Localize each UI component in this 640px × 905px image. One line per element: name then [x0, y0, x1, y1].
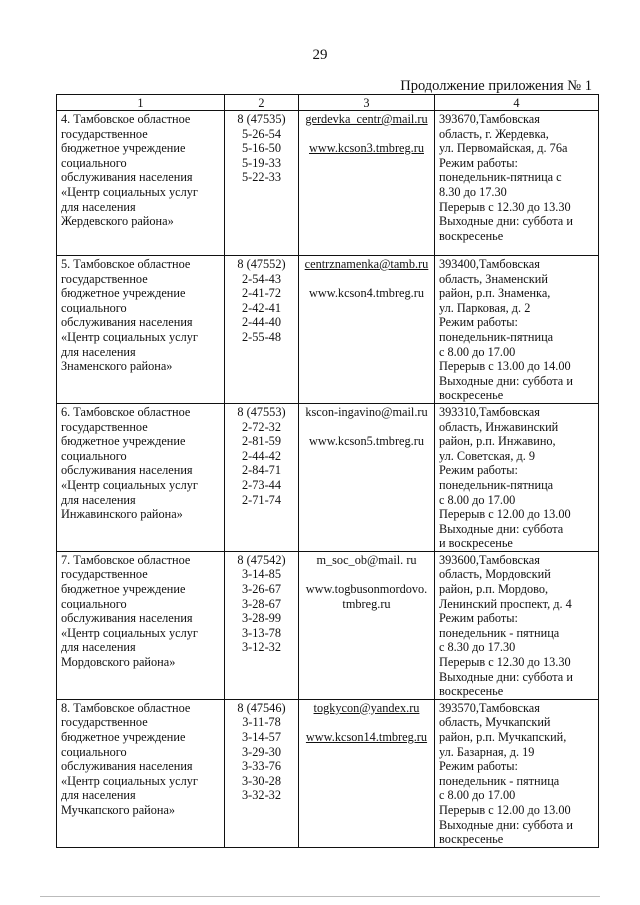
address-line: 393400,Тамбовская — [439, 257, 540, 271]
address-line: понедельник - пятница — [439, 773, 560, 788]
institution-name-line: обслуживания населения — [61, 463, 193, 478]
institution-name-line: для населения — [61, 199, 136, 214]
address-line: Перерыв с 12.30 до 13.30 — [439, 199, 571, 214]
website-link[interactable]: www.kcson3.tmbreg.ru — [309, 141, 424, 156]
phone-number: 3-33-76 — [242, 759, 281, 774]
phone-number: 2-41-72 — [242, 286, 281, 301]
institution-name-line: «Центр социальных услуг — [61, 184, 198, 199]
website-link[interactable]: www.kcson14.tmbreg.ru — [305, 730, 428, 744]
phone-number: 8 (47553) — [237, 404, 286, 419]
address-line: Режим работы: — [439, 463, 518, 478]
footer-rule — [40, 896, 600, 897]
address-schedule-cell — [435, 699, 599, 847]
address-schedule-cell — [435, 551, 599, 699]
address-line: 393570,Тамбовская — [439, 700, 540, 715]
website-link[interactable]: www.kcson5.tmbreg.ru — [309, 434, 424, 449]
contacts-cell — [299, 111, 435, 256]
institution-name-line: социального — [61, 155, 127, 170]
phone-number: 3-29-30 — [242, 744, 281, 759]
phone-number: 5-26-54 — [242, 126, 281, 141]
email-link[interactable]: m_soc_ob@mail. ru — [316, 552, 417, 567]
address-line: Режим работы: — [439, 759, 518, 774]
institution-name-line: для населения — [61, 788, 136, 803]
address-line: район, р.п. Мордово, — [439, 582, 549, 597]
phone-number: 5-16-50 — [242, 141, 281, 156]
contacts-cell — [299, 403, 435, 551]
table-row — [57, 403, 599, 551]
phones-cell — [225, 403, 299, 551]
address-line: Перерыв с 12.30 до 13.30 — [439, 655, 571, 670]
phone-number: 3-14-57 — [242, 730, 281, 744]
phone-number: 3-30-28 — [242, 773, 281, 788]
institution-name-cell — [57, 403, 225, 551]
phone-number: 3-32-32 — [242, 788, 281, 803]
institution-name-line: Жердевского района» — [61, 214, 174, 229]
phone-number: 2-54-43 — [242, 271, 281, 286]
spacer — [300, 127, 433, 142]
address-line: Выходные дни: суббота и — [439, 373, 573, 388]
institution-name-line: 5. Тамбовское областное — [61, 257, 191, 271]
institution-name-line: «Центр социальных услуг — [61, 477, 198, 492]
phone-number: 2-84-71 — [242, 463, 281, 478]
address-line: Выходные дни: суббота и — [439, 214, 573, 229]
phone-number: 2-71-74 — [242, 492, 281, 507]
address-line: 8.30 до 17.30 — [439, 184, 507, 199]
institution-name-line: Инжавинского района» — [61, 507, 183, 522]
column-header-1: 1 — [57, 95, 225, 111]
phones-cell — [225, 551, 299, 699]
address-line: Перерыв с 13.00 до 14.00 — [439, 359, 571, 374]
phone-number: 8 (47542) — [237, 552, 286, 567]
institution-name-line: социального — [61, 596, 127, 611]
address-line: область, г. Жердевка, — [439, 126, 549, 141]
table-row — [57, 699, 599, 847]
institution-name-cell — [57, 256, 225, 404]
address-line: с 8.30 до 17.30 — [439, 640, 516, 655]
address-schedule-cell — [435, 256, 599, 404]
address-line: с 8.00 до 17.00 — [439, 492, 516, 507]
institution-name-line: обслуживания населения — [61, 611, 193, 626]
address-line: воскресенье — [439, 228, 504, 243]
address-line: и воскресенье — [439, 536, 513, 551]
address-line: понедельник-пятница — [439, 477, 554, 492]
phone-number: 2-55-48 — [242, 329, 281, 344]
column-header-2: 2 — [225, 95, 299, 111]
contacts-cell — [299, 551, 435, 699]
phone-number: 3-13-78 — [242, 625, 281, 640]
address-line: воскресенье — [439, 684, 504, 699]
address-line: ул. Первомайская, д. 76а — [439, 141, 568, 156]
email-link[interactable]: gerdevka_centr@mail.ru — [305, 112, 428, 126]
address-line: район, р.п. Мучкапский, — [439, 730, 567, 744]
address-line: 393600,Тамбовская — [439, 552, 540, 567]
email-link[interactable]: kscon-ingavino@mail.ru — [305, 404, 428, 419]
address-line: понедельник - пятница — [439, 625, 560, 640]
address-line: Выходные дни: суббота и — [439, 817, 573, 832]
institutions-table — [56, 94, 599, 848]
phone-number: 3-26-67 — [242, 582, 281, 597]
phone-number: 8 (47552) — [237, 257, 286, 271]
address-line: ул. Советская, д. 9 — [439, 448, 536, 463]
institution-name-line: социального — [61, 300, 127, 315]
address-line: Режим работы: — [439, 155, 518, 170]
institution-name-line: бюджетное учреждение — [61, 141, 186, 156]
address-line: 393310,Тамбовская — [439, 404, 540, 419]
website-link[interactable]: www.kcson4.tmbreg.ru — [309, 286, 424, 301]
phone-number: 3-28-67 — [242, 596, 281, 611]
institution-name-line: обслуживания населения — [61, 759, 193, 774]
address-line: понедельник-пятница с — [439, 170, 562, 185]
address-line: Ленинский проспект, д. 4 — [439, 596, 572, 611]
address-line: Перерыв с 12.00 до 13.00 — [439, 802, 571, 817]
institution-name-line: «Центр социальных услуг — [61, 329, 198, 344]
website-link[interactable]: tmbreg.ru — [342, 596, 391, 611]
institution-name-cell — [57, 699, 225, 847]
column-header-3: 3 — [299, 95, 435, 111]
phone-number: 2-72-32 — [242, 419, 281, 434]
phone-number: 3-14-85 — [242, 567, 281, 582]
institution-name-line: обслуживания населения — [61, 170, 193, 185]
email-link[interactable]: centrznamenka@tamb.ru — [304, 257, 429, 271]
institution-name-line: социального — [61, 448, 127, 463]
institution-name-line: государственное — [61, 126, 148, 141]
phone-number: 3-12-32 — [242, 640, 281, 655]
institution-name-line: Знаменского района» — [61, 359, 173, 374]
institution-name-line: социального — [61, 744, 127, 759]
institution-name-line: бюджетное учреждение — [61, 730, 186, 744]
institution-name-line: Мордовского района» — [61, 655, 176, 670]
institution-name-line: 4. Тамбовское областное — [61, 112, 191, 126]
address-line: Выходные дни: суббота — [439, 521, 564, 536]
address-line: область, Знаменский — [439, 271, 548, 286]
address-line: ул. Базарная, д. 19 — [439, 744, 535, 759]
address-line: понедельник-пятница — [439, 329, 554, 344]
phone-number: 5-19-33 — [242, 155, 281, 170]
address-schedule-cell — [435, 403, 599, 551]
institution-name-line: бюджетное учреждение — [61, 286, 186, 301]
spacer — [300, 272, 433, 287]
column-header-4: 4 — [435, 95, 599, 111]
phone-number: 3-28-99 — [242, 611, 281, 626]
phone-number: 2-81-59 — [242, 434, 281, 449]
phone-number: 8 (47535) — [237, 112, 286, 126]
phone-number: 5-22-33 — [242, 170, 281, 185]
table-row — [57, 111, 599, 256]
table-header-row — [57, 95, 599, 111]
spacer — [300, 420, 433, 435]
table-row — [57, 256, 599, 404]
institution-name-line: для населения — [61, 640, 136, 655]
address-line: воскресенье — [439, 832, 504, 847]
table-row — [57, 551, 599, 699]
address-schedule-cell — [435, 111, 599, 256]
phone-number: 3-11-78 — [242, 715, 281, 730]
institution-name-line: для населения — [61, 492, 136, 507]
institution-name-line: 7. Тамбовское областное — [61, 552, 191, 567]
address-line: Перерыв с 12.00 до 13.00 — [439, 507, 571, 522]
contacts-cell — [299, 699, 435, 847]
institution-name-line: государственное — [61, 567, 148, 582]
phone-number: 8 (47546) — [237, 700, 286, 715]
phone-number: 2-44-42 — [242, 448, 281, 463]
appendix-caption: Продолжение приложения № 1 — [400, 78, 592, 94]
spacer — [300, 567, 433, 582]
phones-cell — [225, 699, 299, 847]
address-line: Выходные дни: суббота и — [439, 669, 573, 684]
phone-number: 2-42-41 — [242, 300, 281, 315]
address-line: Режим работы: — [439, 611, 518, 626]
institution-name-line: обслуживания населения — [61, 315, 193, 330]
institution-name-line: государственное — [61, 715, 148, 730]
website-link[interactable]: www.togbusonmordovo. — [305, 582, 428, 597]
phone-number: 2-44-40 — [242, 315, 281, 330]
address-line: область, Мучкапский — [439, 715, 551, 730]
institution-name-line: бюджетное учреждение — [61, 434, 186, 449]
address-line: с 8.00 до 17.00 — [439, 788, 516, 803]
address-line: ул. Парковая, д. 2 — [439, 300, 531, 315]
institution-name-line: государственное — [61, 419, 148, 434]
address-line: район, р.п. Знаменка, — [439, 286, 551, 301]
institution-name-line: для населения — [61, 344, 136, 359]
address-line: Режим работы: — [439, 315, 518, 330]
phones-cell — [225, 111, 299, 256]
institution-name-line: «Центр социальных услуг — [61, 773, 198, 788]
address-line: район, р.п. Инжавино, — [439, 434, 556, 449]
institution-name-line: государственное — [61, 271, 148, 286]
institution-name-line: «Центр социальных услуг — [61, 625, 198, 640]
address-line: область, Мордовский — [439, 567, 551, 582]
institution-name-line: Мучкапского района» — [61, 802, 176, 817]
address-line: 393670,Тамбовская — [439, 112, 540, 126]
table-body — [57, 111, 599, 848]
page-number: 29 — [312, 47, 328, 63]
phone-number: 2-73-44 — [242, 477, 281, 492]
address-line: воскресенье — [439, 388, 504, 403]
contacts-cell — [299, 256, 435, 404]
address-line: область, Инжавинский — [439, 419, 559, 434]
institution-name-line: 8. Тамбовское областное — [61, 700, 191, 715]
email-link[interactable]: togkycon@yandex.ru — [313, 700, 420, 715]
phones-cell — [225, 256, 299, 404]
address-line: с 8.00 до 17.00 — [439, 344, 516, 359]
institution-name-cell — [57, 551, 225, 699]
institution-name-line: бюджетное учреждение — [61, 582, 186, 597]
institution-name-cell — [57, 111, 225, 256]
spacer — [300, 715, 433, 730]
institution-name-line: 6. Тамбовское областное — [61, 404, 191, 419]
